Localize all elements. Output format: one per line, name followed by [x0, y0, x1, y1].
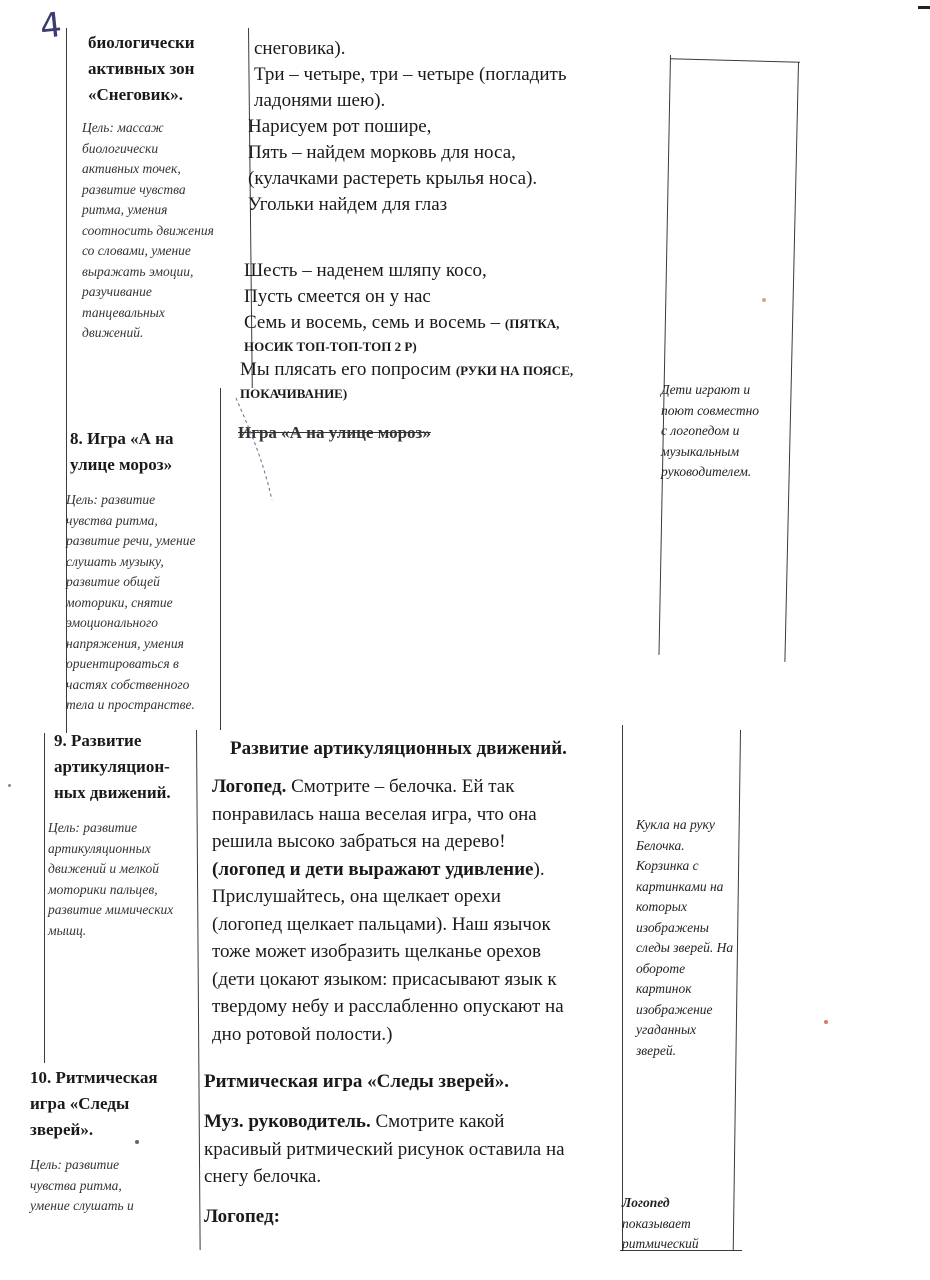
- verse-line: Угольки найдем для глаз: [248, 194, 448, 215]
- snowman-verse-part-2: [240, 258, 574, 404]
- prose-line: Логопед. Смотрите – белочка. Ей так: [212, 776, 515, 797]
- left-item-snowman: [82, 30, 214, 344]
- struck-out-game-title: Игра «А на улице мороз»: [238, 423, 431, 442]
- table-column-divider-1-bottom: [196, 730, 201, 1250]
- table-column-divider-2-lower: [622, 725, 623, 1250]
- pen-stroke: [228, 396, 288, 506]
- scan-speck: [135, 1140, 139, 1144]
- scan-speck: [824, 1020, 828, 1024]
- prose-line: снегу белочка.: [204, 1166, 322, 1187]
- snowman-verse-part-1: [248, 36, 567, 218]
- verse-line: снеговика).: [254, 38, 346, 59]
- table-column-divider-1-lower: [220, 388, 221, 730]
- verse-line: ПОКАЧИВАНИЕ): [240, 386, 348, 401]
- prose-line: твердому небу и расслабленно опускают на: [212, 996, 564, 1017]
- verse-line: Шесть – наденем шляпу косо,: [244, 260, 487, 281]
- item-title: 10. Ритмическая игра «Следы зверей».: [30, 1068, 158, 1139]
- item-title: 9. Развитие артикуляцион- ных движений.: [54, 731, 171, 802]
- left-item-9: [48, 728, 174, 941]
- right-note-logoped: Логопед показывает ритмический: [622, 1195, 699, 1251]
- verse-line: (кулачками растереть крылья носа).: [248, 168, 538, 189]
- table-right-border-lower: [733, 730, 741, 1250]
- section-9-content: [212, 735, 567, 1048]
- prose-line: решила высоко забраться на дерево!: [212, 831, 506, 852]
- left-item-8: [66, 426, 196, 716]
- scan-speck: [762, 298, 766, 302]
- table-right-border: [784, 62, 799, 662]
- prose-line: (дети цокают языком: присасывают язык к: [212, 968, 557, 990]
- right-note-kids-sing: Дети играют и поют совместно с логопедом и музыкальным руководителем.: [661, 382, 760, 479]
- right-note-props: Кукла на руку Белочка. Корзинка с картинками на которых изображены следы зверей. На обороте картинок изображение угаданных зверей.: [636, 817, 734, 1058]
- prose-line: Муз. руководитель. Смотрите какой: [204, 1111, 505, 1132]
- prose-line: тоже может изобразить щелканье орехов: [212, 941, 541, 962]
- prose-line: (логопед щелкает пальцами). Наш язычок: [212, 913, 551, 935]
- item-aim: Цель: массаж биологически активных точек, развитие чувства ритма, умения соотносить движения со словами, умение выражать эмоции, разучивание танцевальных движений.: [82, 120, 214, 340]
- section-10-content: [204, 1068, 565, 1230]
- verse-line: Мы плясать его попросим (РУКИ НА ПОЯСЕ,: [240, 359, 574, 380]
- verse-line: Три – четыре, три – четыре (погладить: [254, 64, 567, 85]
- table-column-divider-2: [658, 55, 671, 655]
- item-aim: Цель: развитие чувства ритма, развитие речи, умение слушать музыку, развитие общей моторики, снятие эмоционального напряжения, умения ориентироваться в частях собственного тела и пространстве.: [66, 492, 196, 712]
- scan-speck: [8, 784, 11, 787]
- prose-line: понравилась наша веселая игра, что она: [212, 803, 537, 825]
- scan-corner-mark: [918, 6, 930, 9]
- item-title: биологически активных зон «Снеговик».: [88, 33, 195, 104]
- verse-line: НОСИК ТОП-ТОП-ТОП 2 Р): [244, 339, 417, 354]
- verse-line: Пять – найдем морковь для носа,: [248, 142, 516, 163]
- prose-line: красивый ритмический рисунок оставила на: [204, 1138, 565, 1160]
- prose-line: Логопед:: [204, 1205, 280, 1227]
- section-heading: Развитие артикуляционных движений.: [230, 738, 567, 759]
- verse-line: Нарисуем рот пошире,: [248, 116, 432, 137]
- table-left-border-lower: [44, 733, 45, 1063]
- table-top-border: [670, 58, 800, 62]
- verse-line: Семь и восемь, семь и восемь – (ПЯТКА,: [244, 312, 560, 333]
- verse-line: ладонями шею).: [254, 90, 386, 111]
- item-aim: Цель: развитие артикуляционных движений и мелкой моторики пальцев, развитие мимических мышц.: [48, 820, 174, 938]
- prose-line: (логопед и дети выражают удивление).: [212, 858, 545, 880]
- verse-line: Пусть смеется он у нас: [244, 286, 431, 307]
- prose-line: дно ротовой полости.): [212, 1023, 393, 1045]
- item-title: 8. Игра «А на улице мороз»: [70, 429, 174, 474]
- prose-line: Прислушайтесь, она щелкает орехи: [212, 886, 501, 907]
- item-aim: Цель: развитие чувства ритма, умение слушать и: [30, 1157, 134, 1213]
- handwritten-page-number: 4: [37, 4, 64, 48]
- section-heading: Ритмическая игра «Следы зверей».: [204, 1071, 509, 1092]
